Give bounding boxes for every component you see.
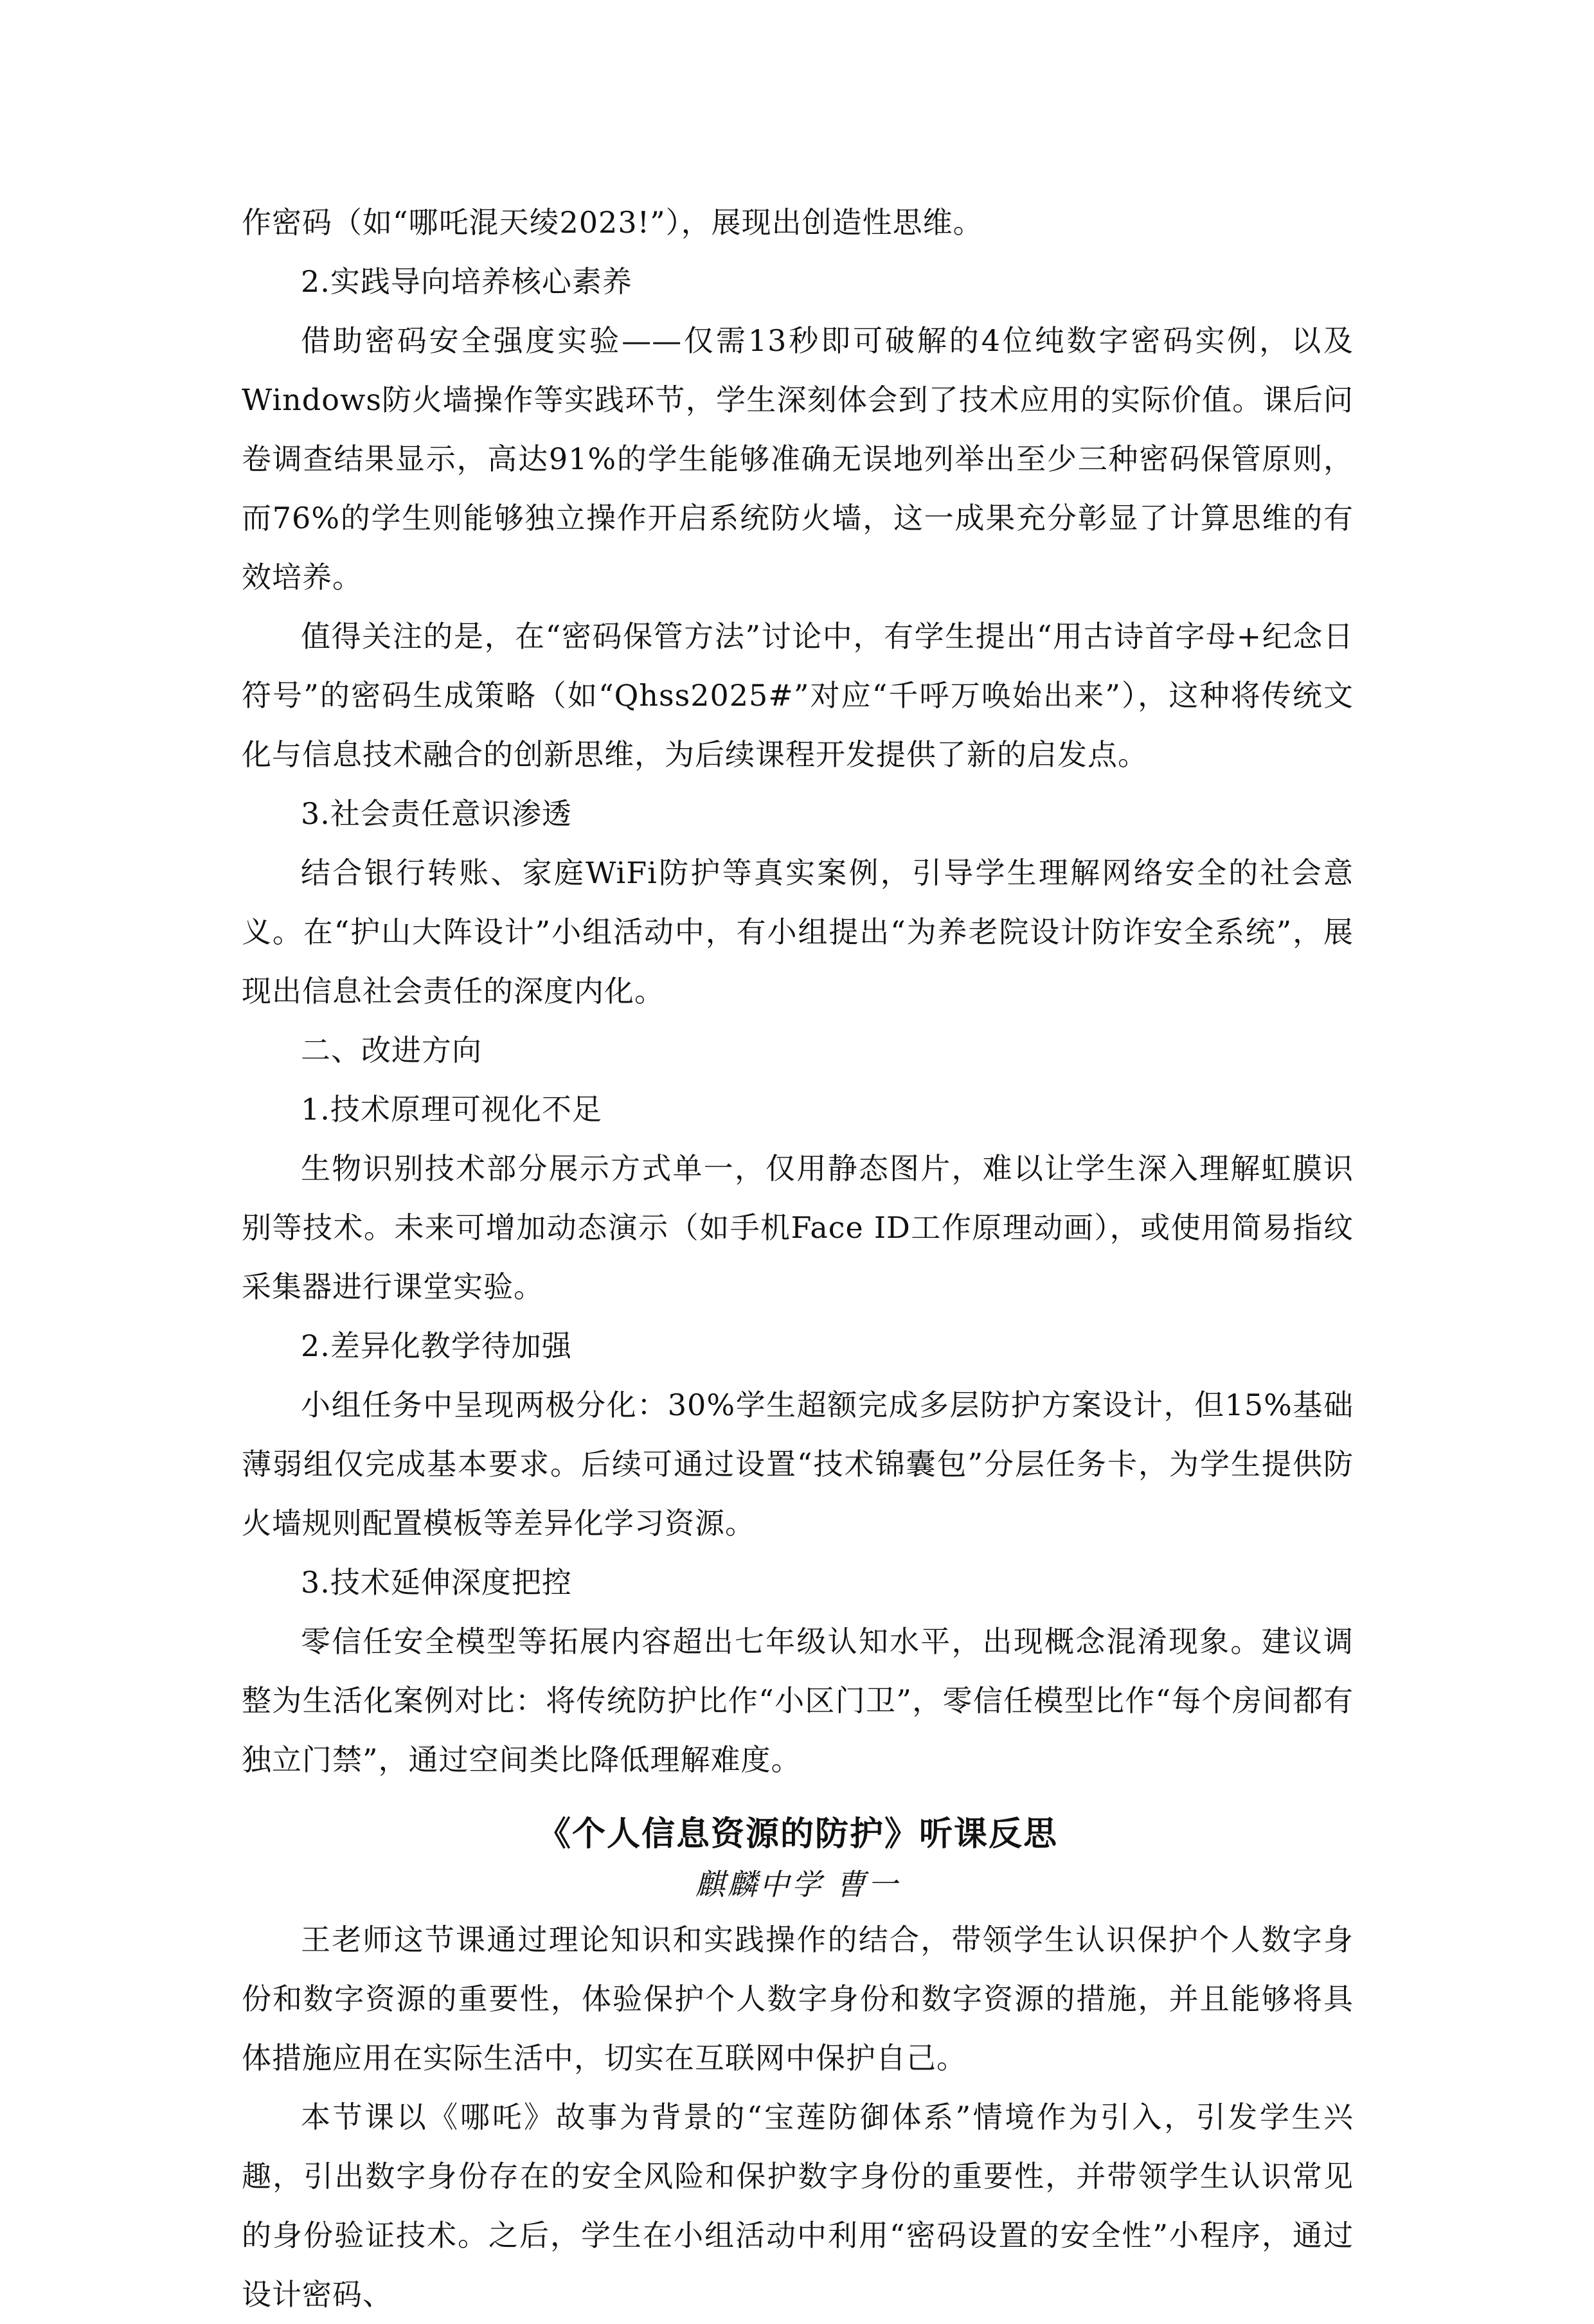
paragraph-continued: 作密码（如“哪吒混天绫2023!”），展现出创造性思维。 [242,205,983,240]
article-title: 《个人信息资源的防护》听课反思 [537,1815,1058,1854]
paragraph-practice: 借助密码安全强度实验——仅需13秒即可破解的4位纯数字密码实例，以及Windows防火墙操作等实践环节，学生深刻体会到了技术应用的实际价值。课后问卷调查结果显示，高达91%的学生能够准确无误地列举出至少三种密码保管原则，而76%的学生则能够独立操作开启系统防火墙，这一成果充分彰显了计算思维的有效培养。 [242,323,1354,594]
section-heading-practice: 2.实践导向培养核心素养 [301,264,632,299]
paragraph-depth-control: 零信任安全模型等拓展内容超出七年级认知水平，出现概念混淆现象。建议调整为生活化案例对比：将传统防护比作“小区门卫”，零信任模型比作“每个房间都有独立门禁”，通过空间类比降低理解难度。 [242,1624,1354,1777]
article-paragraph-2: 本节课以《哪吒》故事为背景的“宝莲防御体系”情境作为引入，引发学生兴趣，引出数字身份存在的安全风险和保护数字身份的重要性，并带领学生认识常见的身份验证技术。之后，学生在小组活动中利用“密码设置的安全性”小程序，通过设计密码、 [242,2100,1354,2312]
article-author: 麒麟中学 曹一 [695,1867,900,1902]
section-heading-social-responsibility: 3.社会责任意识渗透 [301,796,572,831]
section-heading-depth-control: 3.技术延伸深度把控 [301,1565,572,1600]
article-paragraph-1: 王老师这节课通过理论知识和实践操作的结合，带领学生认识保护个人数字身份和数字资源的重要性，体验保护个人数字身份和数字资源的措施，并且能够将具体措施应用在实际生活中，切实在互联网中保护自己。 [242,1922,1354,2075]
paragraph-password-strategy: 值得关注的是，在“密码保管方法”讨论中，有学生提出“用古诗首字母+纪念日符号”的密码生成策略（如“Qhss2025#”对应“千呼万唤始出来”），这种将传统文化与信息技术融合的创新思维，为后续课程开发提供了新的启发点。 [242,619,1354,772]
paragraph-visualization: 生物识别技术部分展示方式单一，仅用静态图片，难以让学生深入理解虹膜识别等技术。未来可增加动态演示（如手机Face ID工作原理动画），或使用简易指纹采集器进行课堂实验。 [242,1151,1354,1304]
section-heading-differentiation: 2.差异化教学待加强 [301,1328,572,1363]
document-page [242,193,1354,2324]
paragraph-social-responsibility: 结合银行转账、家庭WiFi防护等真实案例，引导学生理解网络安全的社会意义。在“护山大阵设计”小组活动中，有小组提出“为养老院设计防诈安全系统”，展现出信息社会责任的深度内化。 [242,855,1354,1008]
section-heading-improvement: 二、改进方向 [301,1033,482,1068]
section-heading-visualization: 1.技术原理可视化不足 [301,1092,602,1127]
paragraph-differentiation: 小组任务中呈现两极分化：30%学生超额完成多层防护方案设计，但15%基础薄弱组仅完成基本要求。后续可通过设置“技术锦囊包”分层任务卡，为学生提供防火墙规则配置模板等差异化学习资源。 [242,1388,1354,1541]
